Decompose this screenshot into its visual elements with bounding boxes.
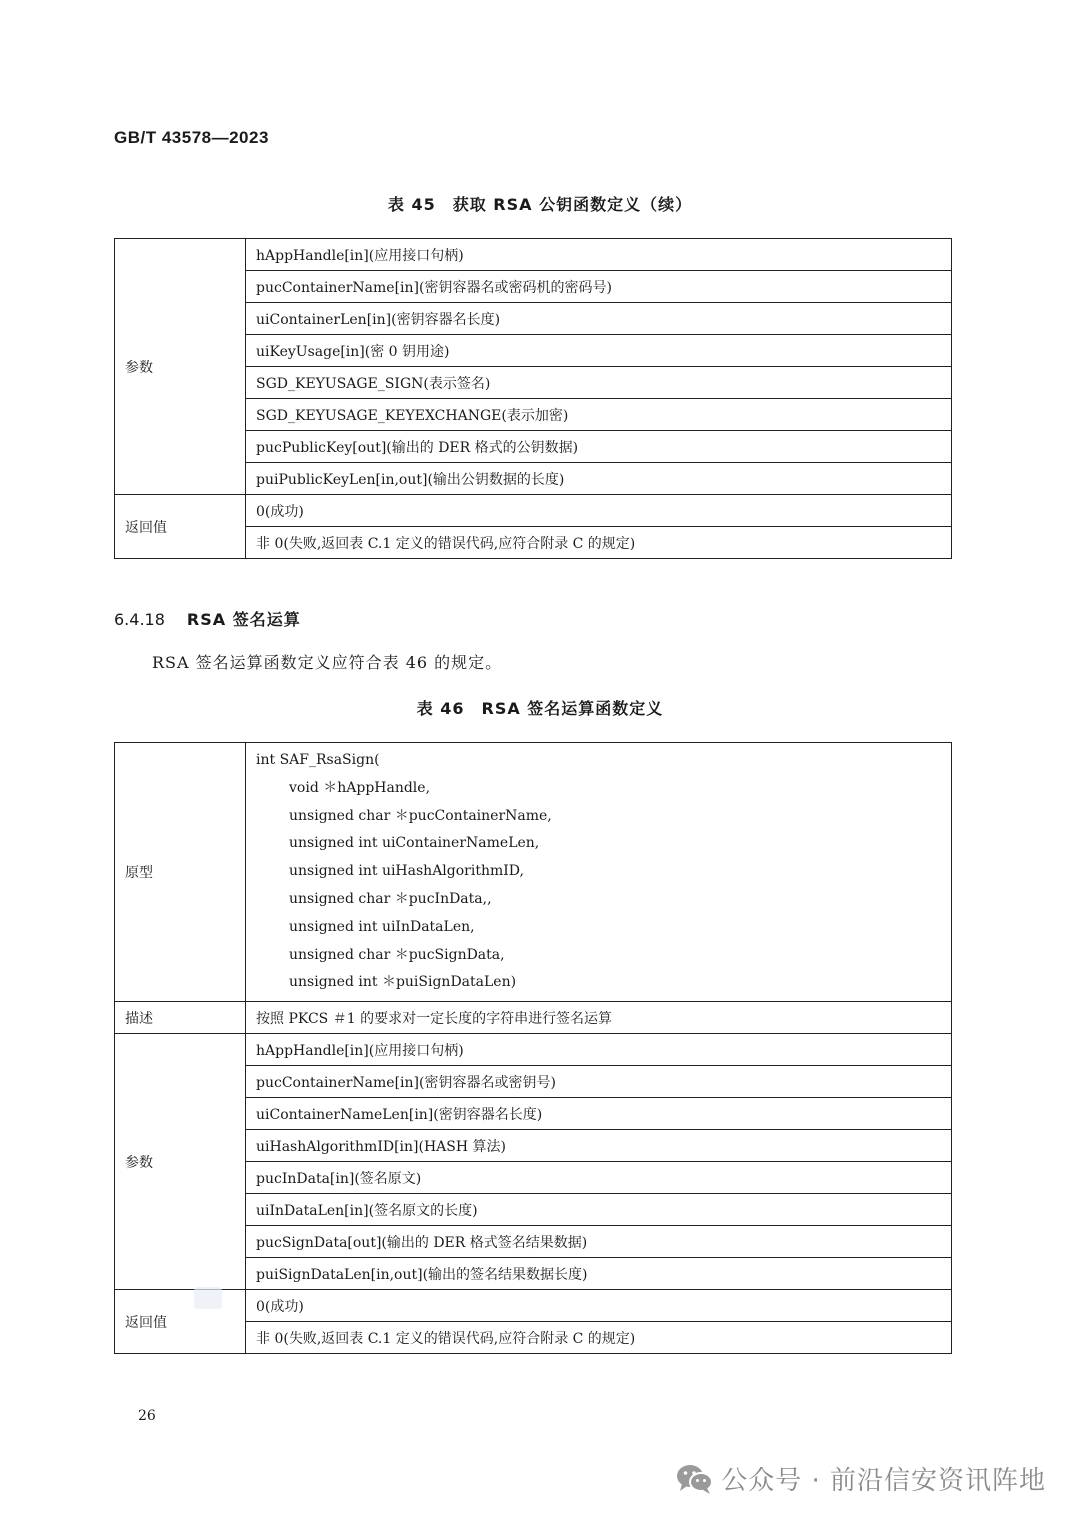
standard-number: GB/T 43578—2023: [114, 128, 269, 147]
section-paragraph: RSA 签名运算函数定义应符合表 46 的规定。: [152, 653, 503, 672]
table-46-title: 表 46 RSA 签名运算函数定义: [416, 699, 664, 718]
code-line: unsigned char ＊pucContainerName,: [289, 807, 552, 824]
return-cell: 0(成功): [246, 1290, 952, 1322]
table-45-title: 表 45 获取 RSA 公钥函数定义（续）: [387, 195, 693, 214]
param-cell: uiInDataLen[in](签名原文的长度): [246, 1194, 952, 1226]
watermark: [675, 1460, 1046, 1497]
watermark-text: 公众号 · 前沿信安资讯阵地: [721, 1466, 1046, 1496]
param-cell: puiPublicKeyLen[in,out](输出公钥数据的长度): [246, 463, 952, 495]
param-cell: pucContainerName[in](密钥容器名或密钥号): [246, 1066, 952, 1098]
param-cell: SGD_KEYUSAGE_SIGN(表示签名): [246, 367, 952, 399]
code-line: unsigned int uiHashAlgorithmID,: [289, 863, 524, 880]
prototype-cell: [246, 743, 952, 1002]
param-cell: uiHashAlgorithmID[in](HASH 算法): [246, 1130, 952, 1162]
code-line: unsigned int uiContainerNameLen,: [289, 835, 540, 852]
return-label: 返回值: [115, 495, 246, 559]
faint-logo-mark: [194, 1287, 222, 1309]
table-row: [115, 1034, 952, 1066]
code-line: void ＊hAppHandle,: [289, 779, 431, 796]
section-title: RSA 签名运算: [186, 610, 301, 629]
table-row: [115, 239, 952, 271]
params-label: 参数: [115, 239, 246, 495]
code-line: unsigned int ＊puiSignDataLen): [289, 974, 517, 991]
param-cell: SGD_KEYUSAGE_KEYEXCHANGE(表示加密): [246, 399, 952, 431]
param-cell: pucInData[in](签名原文): [246, 1162, 952, 1194]
table-row: [115, 1290, 952, 1322]
param-cell: uiKeyUsage[in](密 0 钥用途): [246, 335, 952, 367]
table-46: [114, 742, 952, 1354]
return-label: 返回值: [115, 1290, 246, 1354]
code-line: unsigned int uiInDataLen,: [289, 918, 475, 935]
table-row: [115, 1002, 952, 1034]
param-cell: hAppHandle[in](应用接口句柄): [246, 239, 952, 271]
param-cell: pucPublicKey[out](输出的 DER 格式的公钥数据): [246, 431, 952, 463]
param-cell: pucContainerName[in](密钥容器名或密码机的密码号): [246, 271, 952, 303]
params-label: 参数: [115, 1034, 246, 1290]
code-line: unsigned char ＊pucSignData,: [289, 946, 505, 963]
table-row: [115, 495, 952, 527]
description-label: 描述: [115, 1002, 246, 1034]
return-cell: 非 0(失败,返回表 C.1 定义的错误代码,应符合附录 C 的规定): [246, 527, 952, 559]
wechat-icon: [675, 1462, 715, 1496]
return-cell: 0(成功): [246, 495, 952, 527]
code-line: int SAF_RsaSign(: [256, 752, 380, 768]
section-number: 6.4.18: [114, 610, 165, 629]
table-45: [114, 238, 952, 559]
param-cell: uiContainerNameLen[in](密钥容器名长度): [246, 1098, 952, 1130]
section-heading: [114, 607, 301, 630]
param-cell: puiSignDataLen[in,out](输出的签名结果数据长度): [246, 1258, 952, 1290]
prototype-label: 原型: [115, 743, 246, 1002]
table-row: [115, 743, 952, 1002]
param-cell: hAppHandle[in](应用接口句柄): [246, 1034, 952, 1066]
return-cell: 非 0(失败,返回表 C.1 定义的错误代码,应符合附录 C 的规定): [246, 1322, 952, 1354]
param-cell: pucSignData[out](输出的 DER 格式签名结果数据): [246, 1226, 952, 1258]
code-line: unsigned char ＊pucInData,,: [289, 890, 492, 907]
page-number: 26: [138, 1408, 156, 1424]
param-cell: uiContainerLen[in](密钥容器名长度): [246, 303, 952, 335]
description-cell: 按照 PKCS ＃1 的要求对一定长度的字符串进行签名运算: [246, 1002, 952, 1034]
